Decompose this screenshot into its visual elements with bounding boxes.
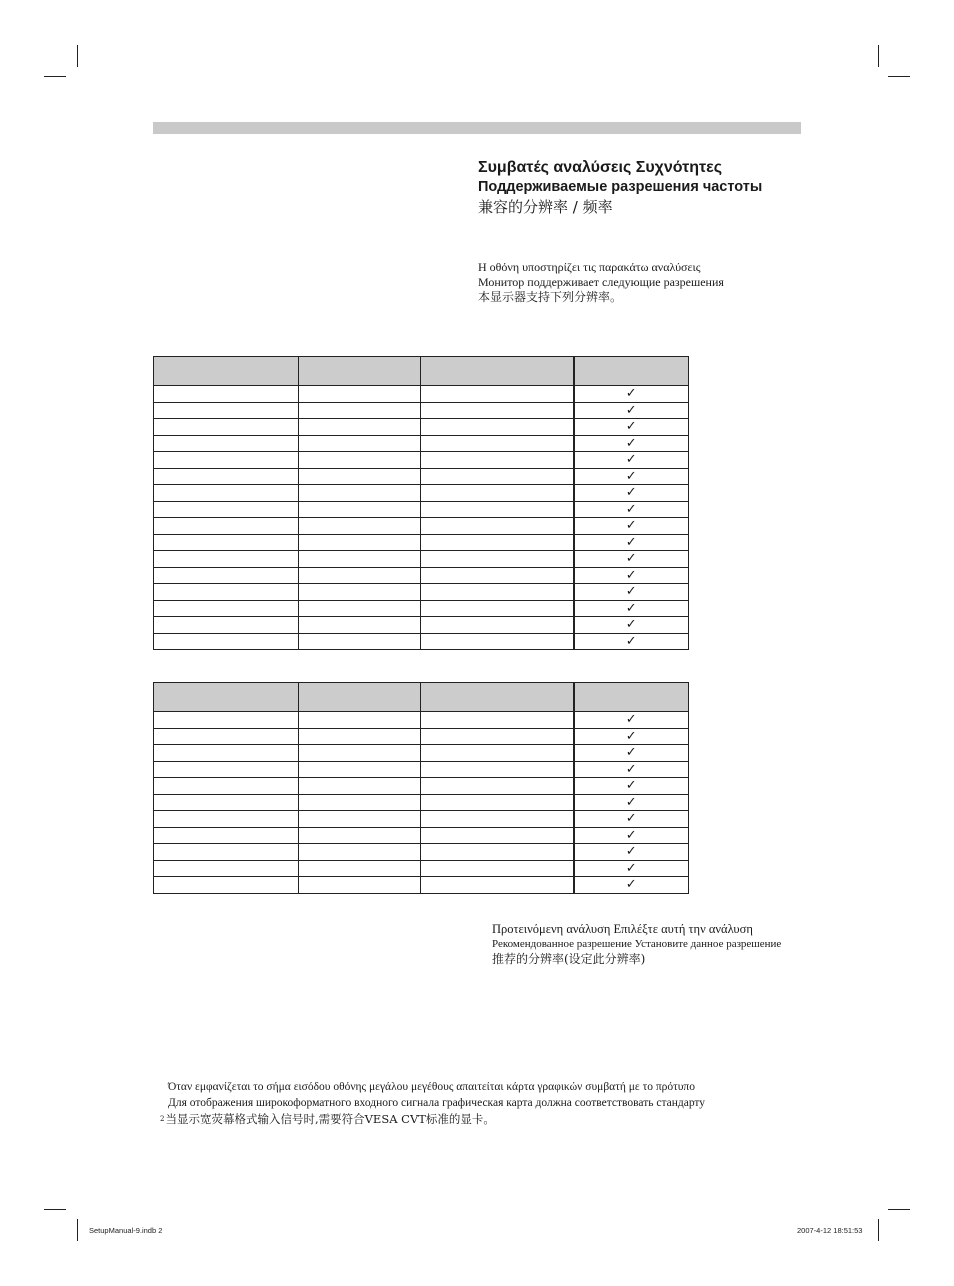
table-cell [154,877,299,894]
table-cell [421,617,574,634]
crop-mark [77,1219,78,1241]
table-cell [154,811,299,828]
table-cell [154,551,299,568]
supported-checkmark: ✓ [574,501,689,518]
table-cell [154,452,299,469]
table-cell [421,402,574,419]
column-header [421,683,574,712]
supported-checkmark: ✓ [574,485,689,502]
table-cell [421,584,574,601]
supported-checkmark: ✓ [574,811,689,828]
table-row [154,600,689,617]
table-cell [299,518,421,535]
recommended-chinese: 推荐的分辨率(设定此分辨率) [492,952,646,966]
table-cell [154,386,299,403]
table-cell [299,617,421,634]
table-cell [154,518,299,535]
table-cell [299,877,421,894]
table-cell [154,860,299,877]
column-header [299,357,421,386]
table-cell [299,761,421,778]
table-cell [299,419,421,436]
table-cell [299,600,421,617]
table-cell [421,745,574,762]
table-cell [154,584,299,601]
table-cell [154,728,299,745]
table-cell [421,518,574,535]
crop-mark [77,45,78,67]
table-row [154,452,689,469]
column-header [154,683,299,712]
table-cell [154,827,299,844]
table-cell [421,419,574,436]
table-cell [154,778,299,795]
table-row [154,485,689,502]
table-row [154,518,689,535]
header-bar [153,122,801,134]
crop-mark [878,45,879,67]
table-row [154,551,689,568]
column-header [574,357,689,386]
table-cell [154,600,299,617]
table-cell [421,485,574,502]
table-header-row [154,357,689,386]
supported-checkmark: ✓ [574,468,689,485]
table-row [154,745,689,762]
table-row [154,761,689,778]
supported-checkmark: ✓ [574,584,689,601]
recommended-greek: Προτεινόμενη ανάλυση Επιλέξτε αυτή την ανάλυση [492,922,753,936]
table-cell [154,485,299,502]
table-row [154,778,689,795]
table-cell [421,452,574,469]
supported-checkmark: ✓ [574,402,689,419]
table-cell [421,860,574,877]
column-header [154,357,299,386]
widescreen-footnote [160,1079,705,1127]
table-cell [421,778,574,795]
table-row [154,794,689,811]
table-cell [421,761,574,778]
table-row [154,534,689,551]
table-cell [299,386,421,403]
table-cell [421,877,574,894]
supported-checkmark: ✓ [574,551,689,568]
note-chinese: 当显示宽荧幕格式输入信号时,需要符合VESA CVT标准的显卡。 [165,1112,495,1126]
table-header-row [154,683,689,712]
table-cell [299,452,421,469]
page-title [478,158,762,217]
table-row [154,419,689,436]
table-cell [299,745,421,762]
table-cell [421,633,574,650]
table-cell [154,419,299,436]
table-cell [421,712,574,729]
table-cell [299,501,421,518]
intro-text [478,260,724,305]
table-cell [299,435,421,452]
table-cell [421,501,574,518]
note-greek: Όταν εμφανίζεται το σήμα εισόδου οθόνης μεγάλου μεγέθους απαιτείται κάρτα γραφικών συμβατή με το πρότυπο [168,1081,695,1093]
table-cell [299,794,421,811]
table-row [154,877,689,894]
supported-checkmark: ✓ [574,452,689,469]
supported-checkmark: ✓ [574,728,689,745]
table-cell [421,435,574,452]
table-row [154,567,689,584]
table-cell [154,435,299,452]
footnote-marker: 2 [160,1115,165,1123]
supported-checkmark: ✓ [574,778,689,795]
column-header [299,683,421,712]
table-cell [299,534,421,551]
table-cell [421,386,574,403]
table-cell [154,844,299,861]
table-cell [154,794,299,811]
table-cell [299,844,421,861]
table-cell [299,827,421,844]
table-cell [154,534,299,551]
crop-mark [888,76,910,77]
table-cell [154,617,299,634]
supported-checkmark: ✓ [574,712,689,729]
table-row [154,501,689,518]
table-row [154,811,689,828]
table-cell [421,844,574,861]
table-row [154,468,689,485]
table-cell [421,600,574,617]
widescreen-resolution-table [153,682,689,894]
table-cell [421,827,574,844]
intro-greek: Η οθόνη υποστηρίζει τις παρακάτω αναλύσεις [478,260,701,274]
table-row [154,712,689,729]
table-cell [154,712,299,729]
supported-checkmark: ✓ [574,877,689,894]
table-cell [299,402,421,419]
table-cell [299,485,421,502]
table-cell [154,402,299,419]
table-cell [299,584,421,601]
supported-checkmark: ✓ [574,518,689,535]
title-greek: Συμβατές αναλύσεις Συχνότητες [478,159,723,176]
column-header [421,357,574,386]
standard-resolution-table [153,356,689,650]
table-row [154,728,689,745]
table-cell [154,501,299,518]
table-cell [299,567,421,584]
table-cell [299,468,421,485]
table-row [154,386,689,403]
table-cell [154,761,299,778]
title-russian: Поддерживаемые разрешения частоты [478,179,763,195]
table-row [154,633,689,650]
table-cell [154,633,299,650]
supported-checkmark: ✓ [574,844,689,861]
note-chinese-line [160,1111,705,1127]
table-cell [299,811,421,828]
crop-mark [44,1209,66,1210]
table-cell [154,745,299,762]
intro-chinese: 本显示器支持下列分辨率。 [478,290,623,304]
table-row [154,860,689,877]
supported-checkmark: ✓ [574,761,689,778]
table-cell [154,567,299,584]
supported-checkmark: ✓ [574,860,689,877]
supported-checkmark: ✓ [574,827,689,844]
table-row [154,402,689,419]
table-cell [421,728,574,745]
table-row [154,584,689,601]
table-row [154,827,689,844]
footer-timestamp: 2007-4-12 18:51:53 [797,1226,863,1235]
table-cell [421,551,574,568]
table-cell [421,468,574,485]
table-cell [299,778,421,795]
footer-file-info: SetupManual-9.indb 2 [89,1226,163,1235]
supported-checkmark: ✓ [574,633,689,650]
supported-checkmark: ✓ [574,534,689,551]
column-header [574,683,689,712]
table-cell [154,468,299,485]
note-russian: Для отображения широкоформатного входного сигнала графическая карта должна соответствовать стандарту [168,1097,706,1109]
supported-checkmark: ✓ [574,794,689,811]
table-cell [421,567,574,584]
crop-mark [878,1219,879,1241]
table-row [154,435,689,452]
supported-checkmark: ✓ [574,435,689,452]
table-cell [421,534,574,551]
supported-checkmark: ✓ [574,419,689,436]
table-row [154,844,689,861]
table-cell [299,551,421,568]
crop-mark [888,1209,910,1210]
supported-checkmark: ✓ [574,567,689,584]
recommended-note [492,922,781,967]
table-row [154,617,689,634]
table-cell [299,633,421,650]
table-cell [421,811,574,828]
table-cell [421,794,574,811]
table-cell [299,860,421,877]
recommended-russian: Рекомендованное разрешение Установите данное разрешение [492,938,782,950]
supported-checkmark: ✓ [574,386,689,403]
table-cell [299,712,421,729]
supported-checkmark: ✓ [574,745,689,762]
supported-checkmark: ✓ [574,600,689,617]
title-chinese: 兼容的分辨率 / 频率 [478,198,613,216]
supported-checkmark: ✓ [574,617,689,634]
table-cell [299,728,421,745]
intro-russian: Монитор поддерживает следующие разрешения [478,275,724,289]
crop-mark [44,76,66,77]
